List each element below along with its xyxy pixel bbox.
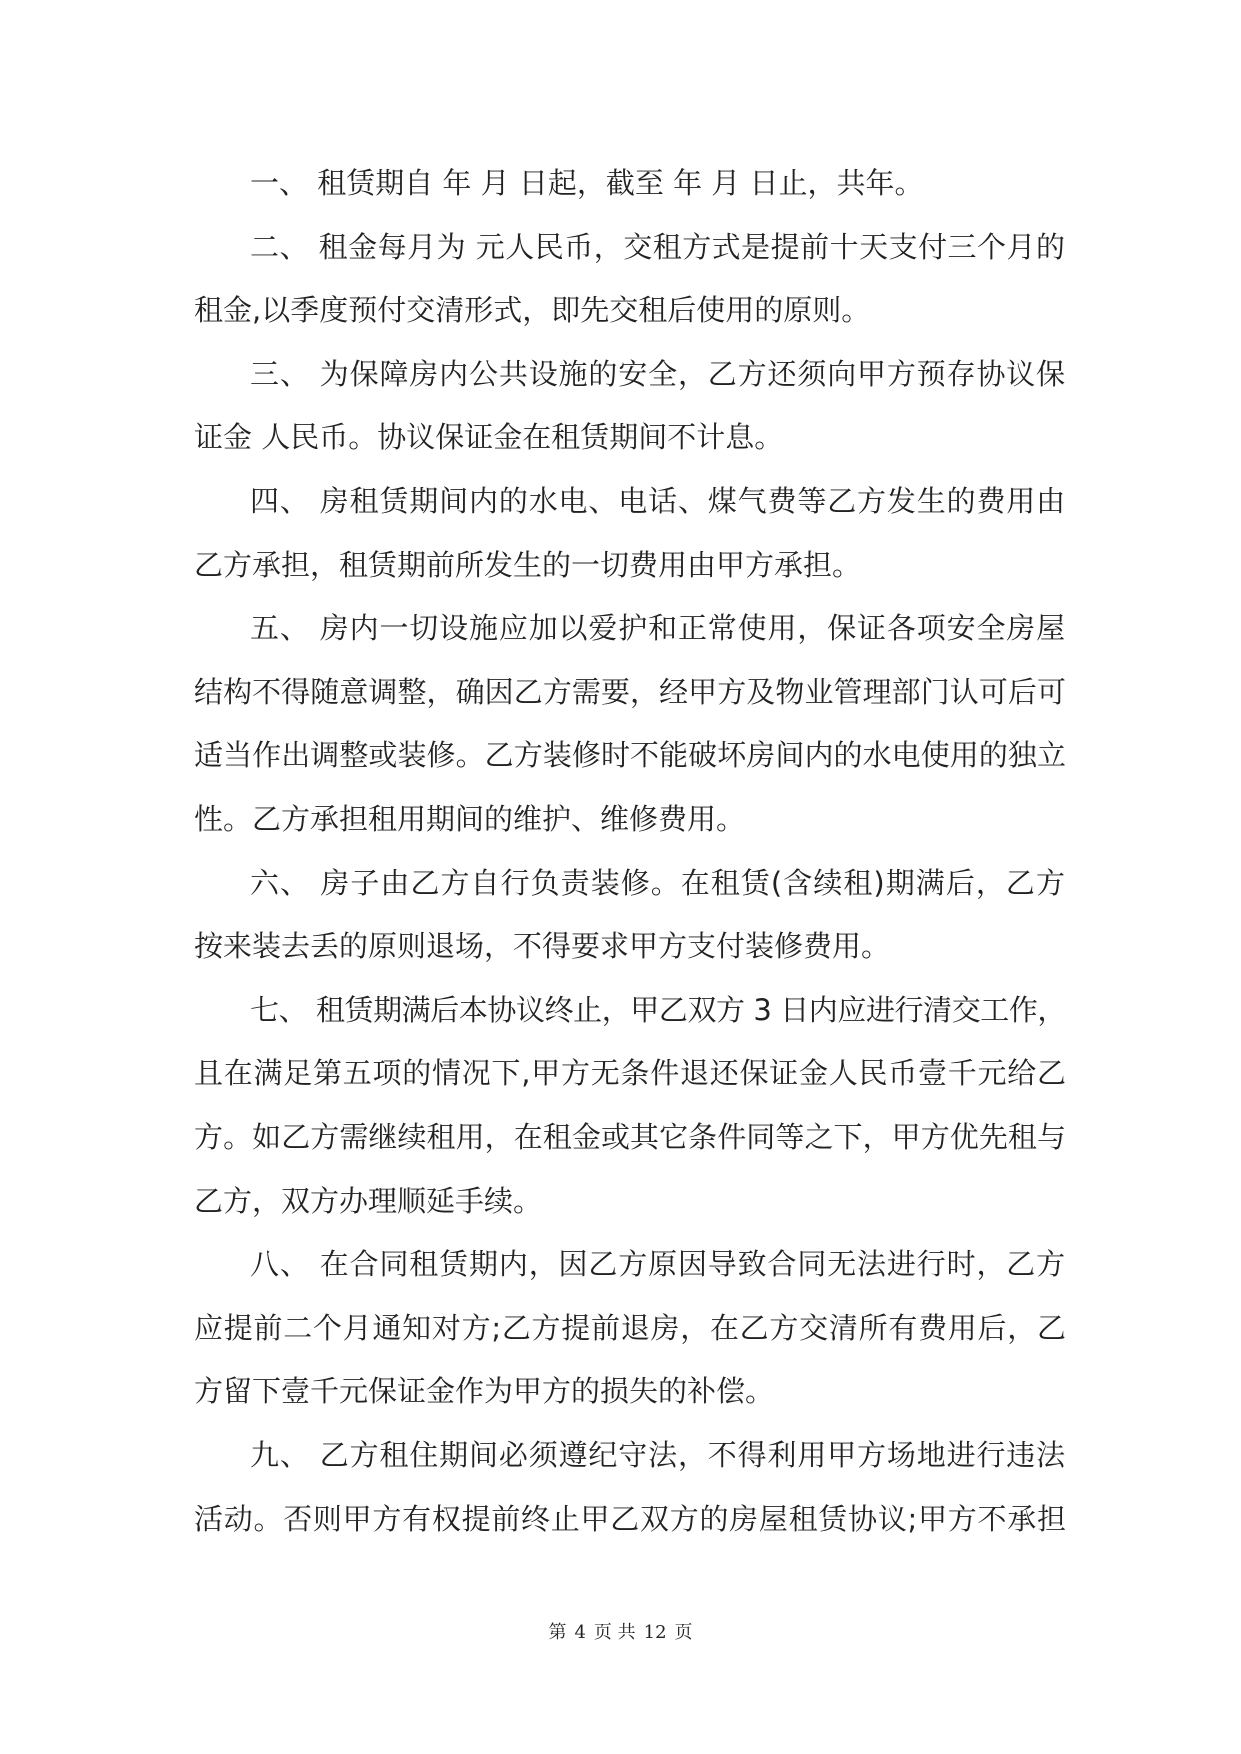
text-line: 结构不得随意调整，确因乙方需要，经甲方及物业管理部门认可后可 bbox=[194, 674, 1067, 709]
clause-first-line: 六、 房子由乙方自行负责装修。在租赁(含续租)期满后，乙方 bbox=[250, 865, 1066, 900]
footer-suffix: 页 bbox=[674, 1622, 693, 1643]
page-footer bbox=[0, 1618, 1241, 1644]
clause-first-line: 五、 房内一切设施应加以爱护和正常使用，保证各项安全房屋 bbox=[250, 611, 1066, 646]
clause-first-line: 八、 在合同租赁期内，因乙方原因导致合同无法进行时，乙方 bbox=[250, 1247, 1066, 1282]
footer-total-pages: 12 bbox=[643, 1622, 667, 1643]
text-line: 且在满足第五项的情况下,甲方无条件退还保证金人民币壹千元给乙 bbox=[194, 1056, 1067, 1091]
text-line: 应提前二个月通知对方;乙方提前退房，在乙方交清所有费用后，乙 bbox=[194, 1310, 1067, 1345]
clause-first-line: 三、 为保障房内公共设施的安全，乙方还须向甲方预存协议保 bbox=[250, 356, 1066, 391]
text-line: 租金,以季度预付交清形式，即先交租后使用的原则。 bbox=[194, 293, 871, 328]
clause-first-line: 九、 乙方租住期间必须遵纪守法，不得利用甲方场地进行违法 bbox=[250, 1438, 1066, 1472]
text-line: 乙方，双方办理顺延手续。 bbox=[194, 1183, 543, 1218]
clause-first-line: 七、 租赁期满后本协议终止，甲乙双方 3 日内应进行清交工作， bbox=[250, 992, 1066, 1027]
text-line: 性。乙方承担租用期间的维护、维修费用。 bbox=[194, 802, 746, 836]
footer-mid: 页 共 bbox=[593, 1622, 636, 1643]
text-line: 适当作出调整或装修。乙方装修时不能破坏房间内的水电使用的独立 bbox=[194, 738, 1067, 773]
clause-first-line: 二、 租金每月为 元人民币，交租方式是提前十天支付三个月的 bbox=[250, 229, 1066, 264]
clause-first-line: 一、 租赁期自 年 月 日起，截至 年 月 日止，共年。 bbox=[250, 166, 924, 200]
footer-page-number: 4 bbox=[574, 1622, 586, 1643]
text-line: 活动。否则甲方有权提前终止甲乙双方的房屋租赁协议;甲方不承担 bbox=[194, 1501, 1067, 1536]
text-line: 乙方承担，租赁期前所发生的一切费用由甲方承担。 bbox=[194, 547, 862, 582]
text-line: 证金 人民币。协议保证金在租赁期间不计息。 bbox=[194, 420, 784, 455]
clause-first-line: 四、 房租赁期间内的水电、电话、煤气费等乙方发生的费用由 bbox=[250, 484, 1066, 518]
text-line: 方。如乙方需继续租用，在租金或其它条件同等之下，甲方优先租与 bbox=[194, 1120, 1067, 1154]
footer-prefix: 第 bbox=[548, 1622, 567, 1643]
text-line: 按来装去丢的原则退场，不得要求甲方支付装修费用。 bbox=[194, 929, 891, 964]
text-line: 方留下壹千元保证金作为甲方的损失的补偿。 bbox=[194, 1374, 775, 1409]
